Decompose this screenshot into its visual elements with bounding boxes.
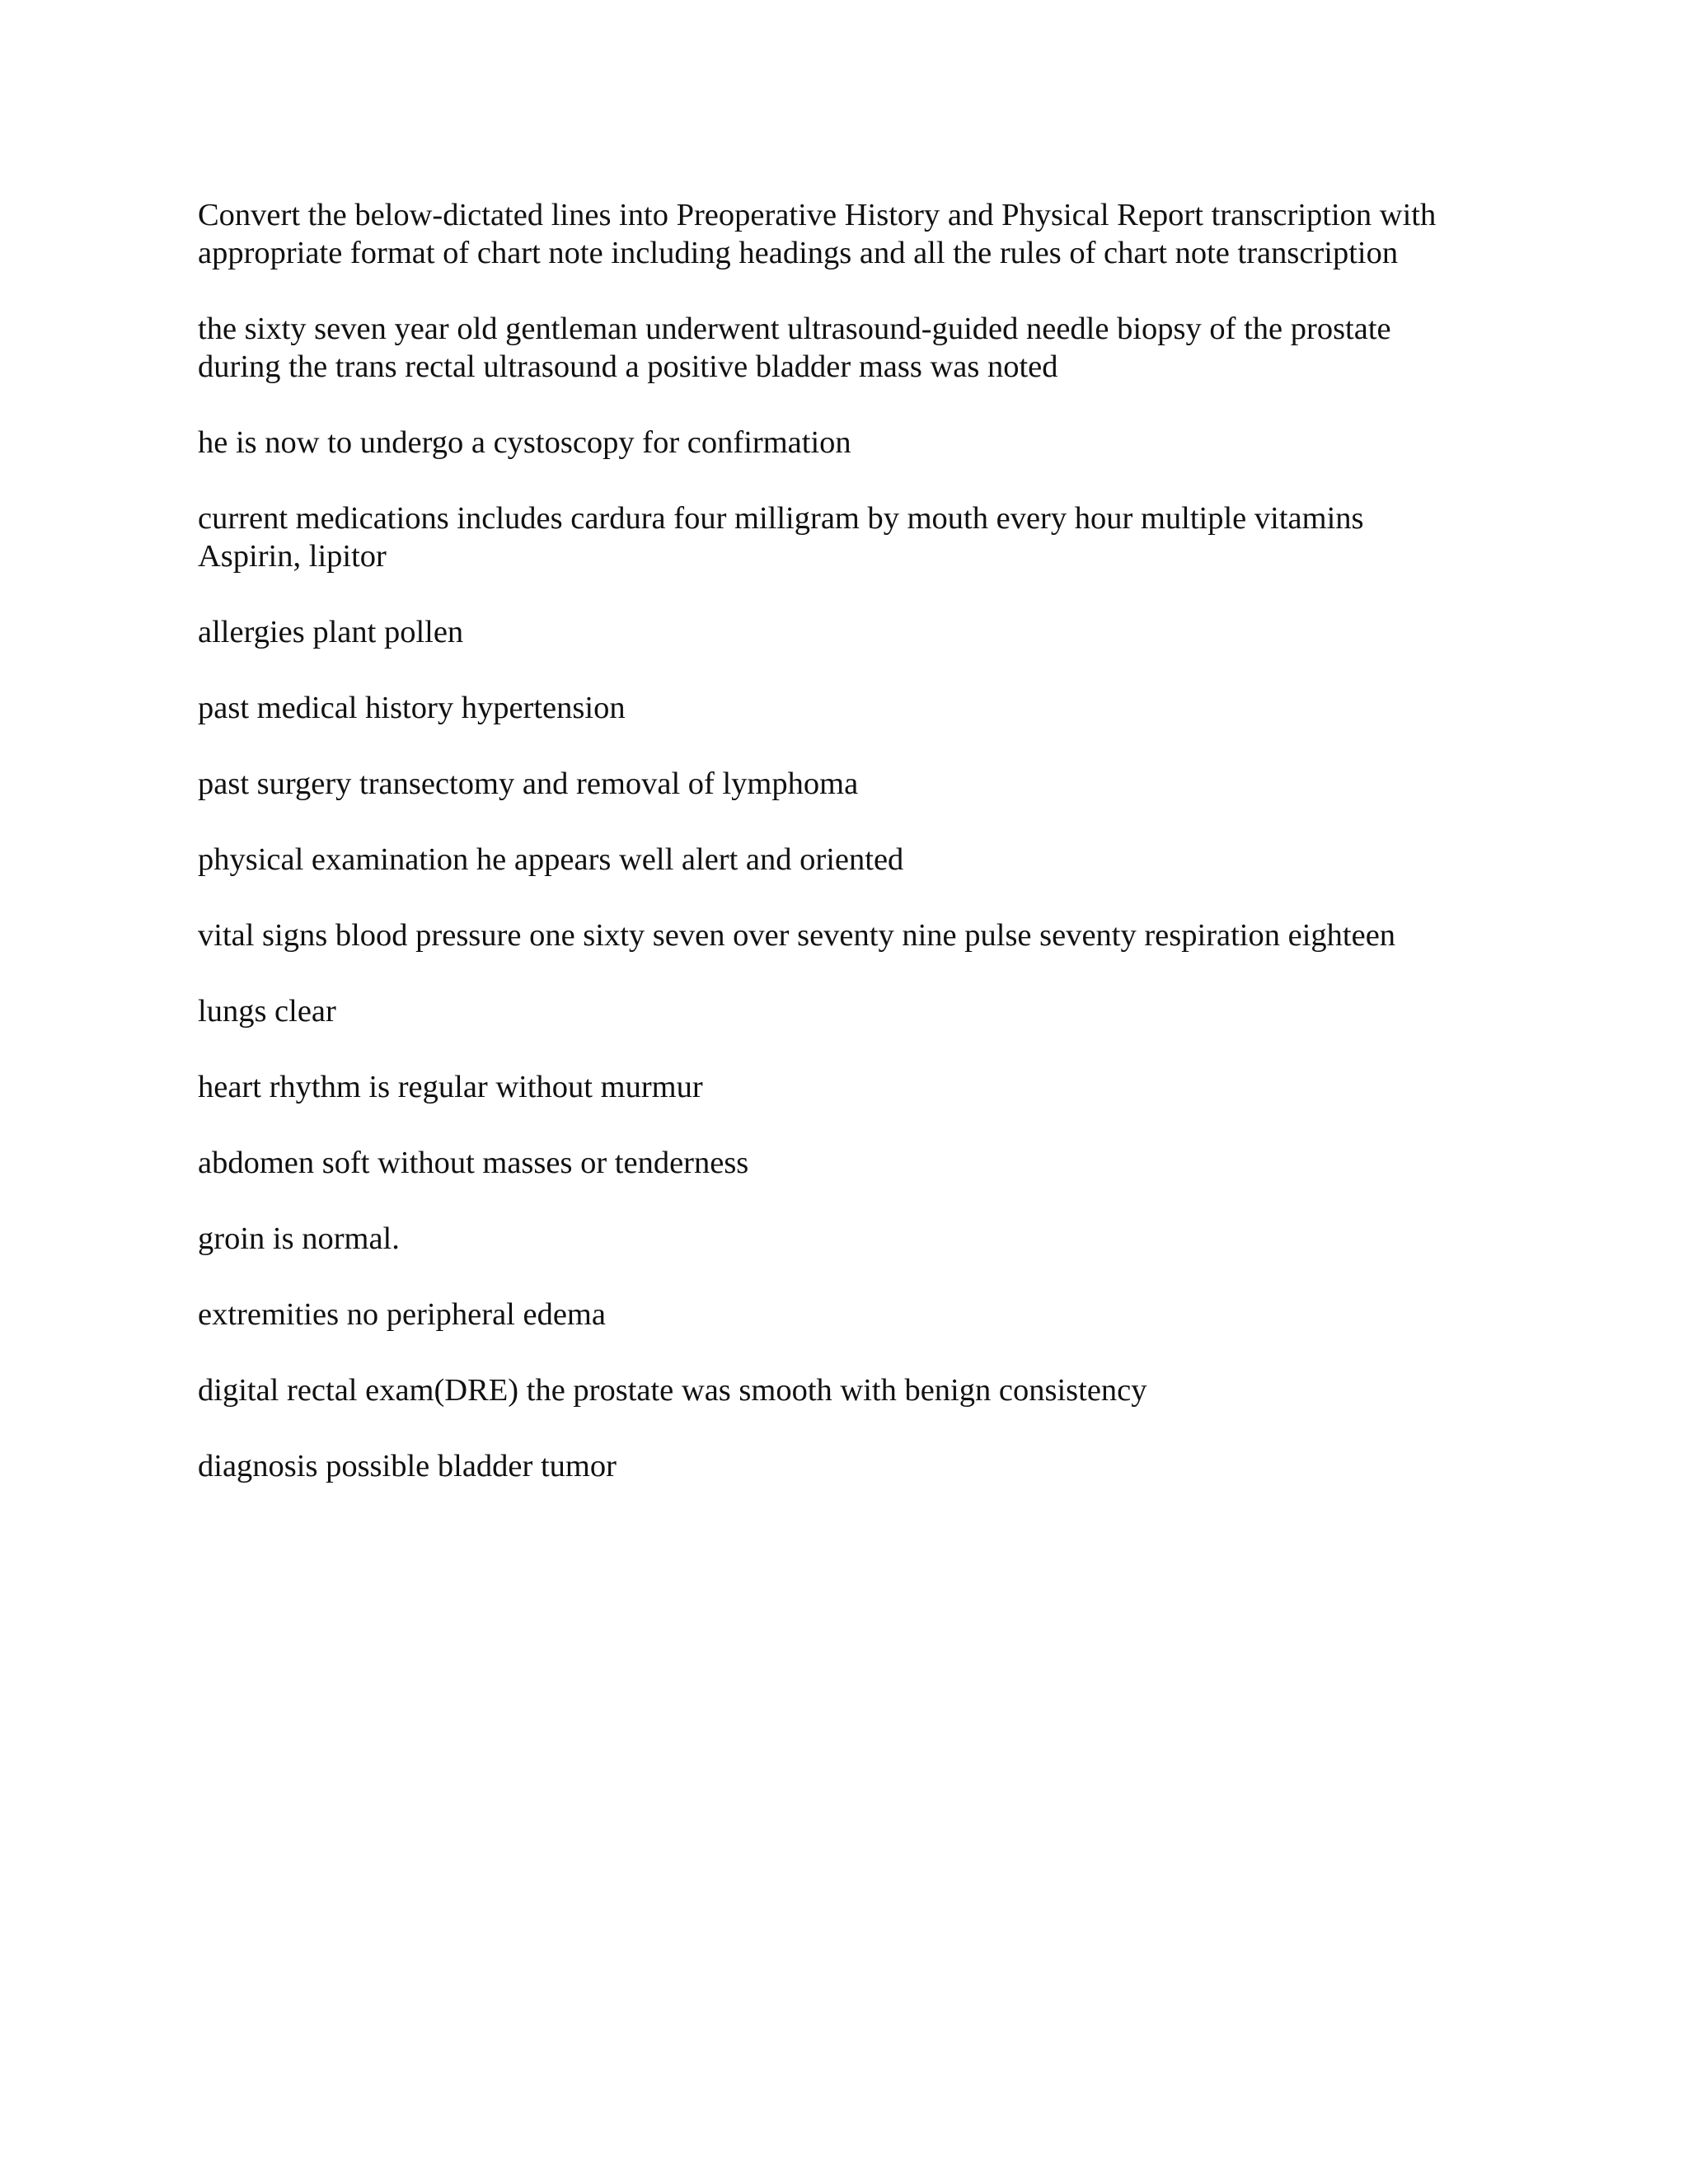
dictation-line-medications: current medications includes cardura four milligram by mouth every hour multiple vitamins Aspirin, lipitor <box>198 501 1364 574</box>
dictation-line-heart: heart rhythm is regular without murmur <box>198 1070 703 1104</box>
instruction-paragraph: Convert the below-dictated lines into Preoperative History and Physical Report transcription with appropriate format of chart note including headings and all the rules of chart note transcription <box>198 198 1437 270</box>
dictation-line-diagnosis: diagnosis possible bladder tumor <box>198 1449 617 1483</box>
dictation-line-physical-examination: physical examination he appears well alert and oriented <box>198 842 904 877</box>
dictation-line-rectal-exam: digital rectal exam(DRE) the prostate was smooth with benign consistency <box>198 1373 1147 1408</box>
dictation-line-plan: he is now to undergo a cystoscopy for confirmation <box>198 425 851 460</box>
dictation-line-past-surgery: past surgery transectomy and removal of lymphoma <box>198 766 859 801</box>
dictation-line-extremities: extremities no peripheral edema <box>198 1297 606 1332</box>
dictation-line-lungs: lungs clear <box>198 994 336 1029</box>
dictation-line-history: the sixty seven year old gentleman underwent ultrasound-guided needle biopsy of the prostate during the trans rectal ultrasound a positive bladder mass was noted <box>198 312 1391 384</box>
dictation-line-groin: groin is normal. <box>198 1221 400 1256</box>
document-body <box>198 196 1467 1523</box>
dictation-line-allergies: allergies plant pollen <box>198 615 464 649</box>
dictation-line-vital-signs: vital signs blood pressure one sixty seven over seventy nine pulse seventy respiration eighteen <box>198 918 1396 953</box>
dictation-line-abdomen: abdomen soft without masses or tenderness <box>198 1146 749 1180</box>
dictation-line-past-medical-history: past medical history hypertension <box>198 691 626 725</box>
